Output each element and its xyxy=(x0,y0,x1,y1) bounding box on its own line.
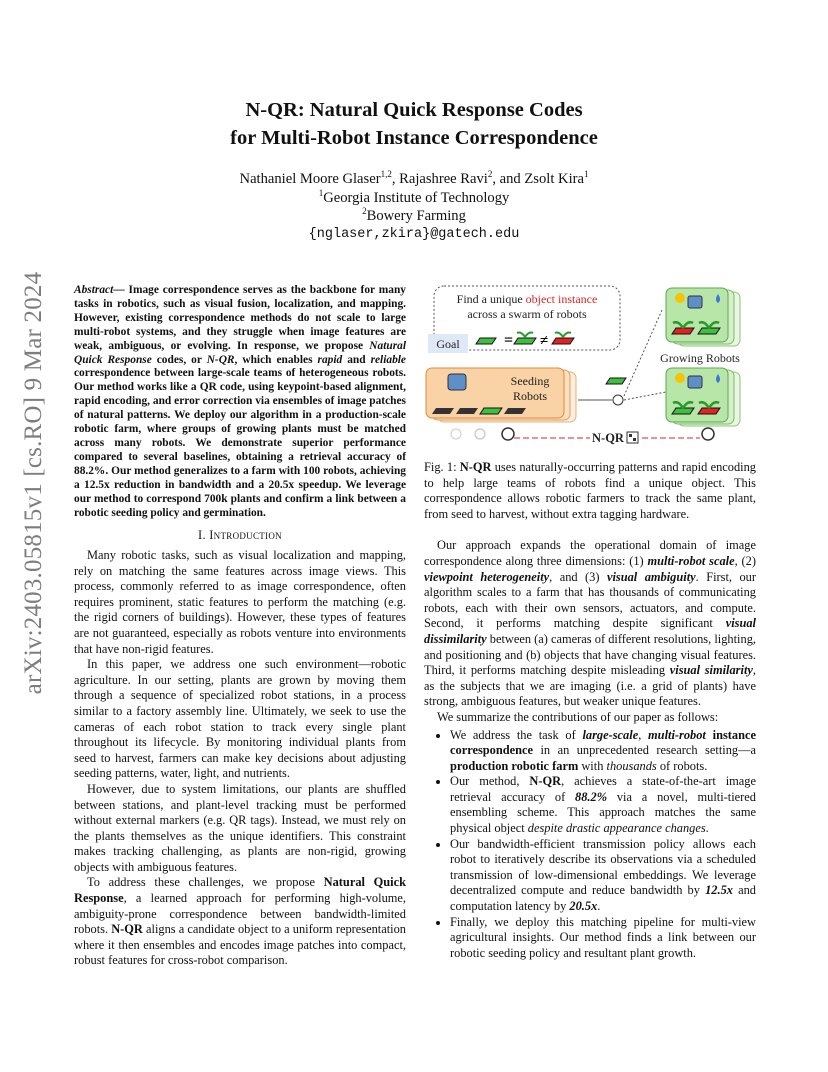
author-1: Nathaniel Moore Glaser xyxy=(239,171,381,187)
title-line-1: N-QR: Natural Quick Response Codes xyxy=(245,99,583,121)
figure-1-diagram xyxy=(422,282,758,452)
intro-p4-bold-2: N-QR xyxy=(111,922,143,937)
bubble-line-1: Find a unique object instance xyxy=(456,292,598,306)
sun-icon xyxy=(675,293,685,303)
qr-icon-cell-2 xyxy=(633,438,636,441)
intro-p4-bold-1: Natural Quick Response xyxy=(74,875,406,906)
caption-bold: N-QR xyxy=(459,460,492,474)
caption-label: Fig. 1: xyxy=(424,460,460,474)
dotted-link-bottom xyxy=(624,392,666,400)
left-column xyxy=(74,284,406,969)
sun-icon-2 xyxy=(675,373,685,383)
timer-icon xyxy=(613,395,623,405)
tray-icon-c xyxy=(480,408,502,414)
affiliation-1-text: Georgia Institute of Technology xyxy=(323,189,510,206)
affiliation-1 xyxy=(0,189,828,208)
abstract-text-2: codes, or xyxy=(151,353,207,366)
red-tray-icon-3 xyxy=(698,408,720,414)
search-icon-left xyxy=(502,428,514,440)
section-heading-introduction: I. Introduction xyxy=(198,528,282,543)
red-tray-icon xyxy=(552,338,574,344)
qr-icon xyxy=(627,432,638,443)
seeding-robots xyxy=(426,368,576,422)
not-equal-icon: ≠ xyxy=(540,333,549,349)
abstract-em-3: rapid xyxy=(317,353,343,366)
abstract xyxy=(74,284,406,520)
intro-p4-text-1: To address these challenges, we propose xyxy=(87,875,324,890)
affiliation-2-sup: 2 xyxy=(362,206,367,217)
seeding-robot-icon xyxy=(448,374,466,390)
affiliation-2 xyxy=(0,207,828,226)
author-2-sup: 2 xyxy=(487,169,493,180)
seed-tray-icon xyxy=(476,338,496,344)
seeding-label-1: Seeding xyxy=(510,374,550,388)
paper-title xyxy=(0,96,828,152)
author-3: , and Zsolt Kira xyxy=(492,171,584,187)
goal-label: Goal xyxy=(436,337,460,351)
search-icon-faint-1 xyxy=(451,429,461,439)
bubble-line-2: across a swarm of robots xyxy=(467,307,587,321)
intro-paragraph-2: In this paper, we address one such environment—robotic agriculture. In our setting, plants are grown by moving them through a sequence of specialized robot stations, in a process similar to a factory assembly line. Ultimately, we seek to use the cameras of each robot station to track every single plant throughout its lifecycle. By monitoring individual plants from seed to harvest, farmers can make key decisions about adjusting seeding patterns, water, light, and nutrients. xyxy=(74,657,406,781)
abstract-em-2: N-QR xyxy=(206,353,235,366)
author-2: , Rajashree Ravi xyxy=(391,171,488,187)
qr-icon-cell-1 xyxy=(629,434,632,437)
green-tray-icon xyxy=(514,338,536,344)
right-paragraph-2: We summarize the contributions of our paper as follows: xyxy=(437,709,719,724)
caption-text: uses naturally-occurring patterns and rapid encoding to help large teams of robots find a unique object. This correspondence allows robotic farmers to track the same plant, from seed to harvest, without extra tagging hardware. xyxy=(424,460,756,521)
contribution-4: • Finally, we deploy this matching pipeline for multi-view agricultural insights. Our method finds a link between our robotic seeding policy and resultant plant growth. xyxy=(450,915,756,962)
contributions-list xyxy=(424,728,756,962)
abstract-text-4: and xyxy=(342,353,371,366)
nqr-search-row xyxy=(451,428,714,445)
nqr-label: N-QR xyxy=(592,431,624,445)
abstract-text-3: , which enables xyxy=(234,353,318,366)
abstract-em-4: reliable xyxy=(370,353,406,366)
red-tray-icon-2 xyxy=(672,328,694,334)
green-tray-icon-2 xyxy=(698,328,720,334)
abstract-label: Abstract xyxy=(74,284,114,296)
arxiv-identifier[interactable]: arXiv:2403.05815v1 [cs.RO] 9 Mar 2024 xyxy=(20,271,47,695)
right-column xyxy=(424,460,756,961)
author-1-sup: 1,2 xyxy=(380,169,392,180)
intro-p4-text-3: aligns a candidate object to a uniform representation where it then ensembles and encodes image patches into compact, robust features for cross-robot comparison. xyxy=(74,922,406,968)
intro-p4-text-2: , a learned approach for performing high-volume, ambiguity-prone correspondence between bandwidth-limited robots. xyxy=(74,891,406,937)
title-line-2: for Multi-Robot Instance Correspondence xyxy=(230,127,598,149)
search-icon-faint-2 xyxy=(475,429,485,439)
intro-paragraph-4 xyxy=(74,875,406,969)
author-3-sup: 1 xyxy=(583,169,589,180)
intro-paragraph-1: Many robotic tasks, such as visual localization and mapping, rely on matching the same features across image views. This process, commonly referred to as image correspondence, often requires prominent, static features to perform the matching (e.g. the rigid corners of buildings). However, these types of features are not guaranteed, especially as robots venture into environments that have non-rigid features. xyxy=(74,548,406,656)
transmitted-tray-icon xyxy=(606,378,626,384)
green-tray-icon-3 xyxy=(672,408,694,414)
equals-icon: = xyxy=(504,332,514,349)
robot-icon-2 xyxy=(688,376,702,388)
intro-paragraph-3: However, due to system limitations, our plants are shuffled between stations, and plant-level tracking must be performed without external markers (e.g. QR tags). Instead, we must rely on the plants themselves as the unique identifiers. This constraint makes tracking challenging, as plants are non-rigid, growing objects with ambiguous features. xyxy=(74,781,406,874)
author-block xyxy=(0,170,828,244)
abstract-em-1: Natural Quick Response xyxy=(74,339,406,366)
contribution-2: • Our method, N-QR, achieves a state-of-the-art image retrieval accuracy of 88.2% via a novel, multi-tiered ensembling scheme. This approach matches the same physical object despite drastic appearance changes. xyxy=(450,774,756,836)
author-names xyxy=(0,170,828,189)
author-email[interactable]: {nglaser,zkira}@gatech.edu xyxy=(308,226,520,242)
growing-robots-label: Growing Robots xyxy=(660,351,740,365)
growing-robots-bottom xyxy=(666,368,740,426)
dotted-link-top xyxy=(624,310,662,396)
contribution-1: • We address the task of large-scale, multi-robot instance correspondence in an unprecedented research setting—a production robotic farm with thousands of robots. xyxy=(450,728,756,775)
figure-1-caption xyxy=(424,460,756,522)
abstract-text-5: correspondence between large-scale teams of heterogeneous robots. Our method works like a QR code, using keypoint-based alignment, rapid encoding, and error correction via ensembles of image patches of natural patterns. We deploy our algorithm in a production-scale robotic farm, where groups of growing plants must be matched across many robots. We demonstrate superior performance compared to several baselines, obtaining a retrieval accuracy of 88.2%. Our method generalizes to a farm with 100 robots, achieving a 12.5x reduction in bandwidth and a 20.5x speedup. We leverage our method to correspond 700k plants and confirm a link between a robotic seeding policy and germination. xyxy=(74,367,406,519)
affiliation-1-sup: 1 xyxy=(318,187,324,198)
growing-robots-top xyxy=(666,288,740,346)
abstract-text-1: — Image correspondence serves as the backbone for many tasks in robotics, such as visual fusion, localization, and mapping. However, existing correspondence methods do not scale to large multi-robot systems, and they struggle when image features are weak, ambiguous, or evolving. In response, we propose xyxy=(74,284,406,352)
seeding-label-2: Robots xyxy=(512,389,548,403)
right-paragraph-1: Our approach expands the operational domain of image correspondence along three dimensions: (1) multi-robot scale, (2) viewpoint heterogeneity, and (3) visual ambiguity. First, our algorithm scales to a farm that has thousands of communicating robots, each with their own sensors, actuators, and compute. Second, it performs matching despite significant visual dissimilarity between (a) cameras of different resolutions, lighting, and positioning and (b) objects that have changing visual features. Third, it performs matching despite misleading visual similarity, as the subjects that we are imaging (i.e. a grid of plants) have strong, ambiguous features, but weaker unique features. xyxy=(424,538,756,709)
contribution-3: • Our bandwidth-efficient transmission policy allows each robot to iteratively describe its observations via a scheduled transmission of low-dimensional embeddings. We leverage decentralized compute and reduce bandwidth by 12.5x and computation latency by 20.5x. xyxy=(450,837,756,915)
search-icon-right xyxy=(702,428,714,440)
affiliation-2-text: Bowery Farming xyxy=(366,208,466,224)
arxiv-sidebar xyxy=(12,271,56,695)
robot-icon xyxy=(688,296,702,308)
